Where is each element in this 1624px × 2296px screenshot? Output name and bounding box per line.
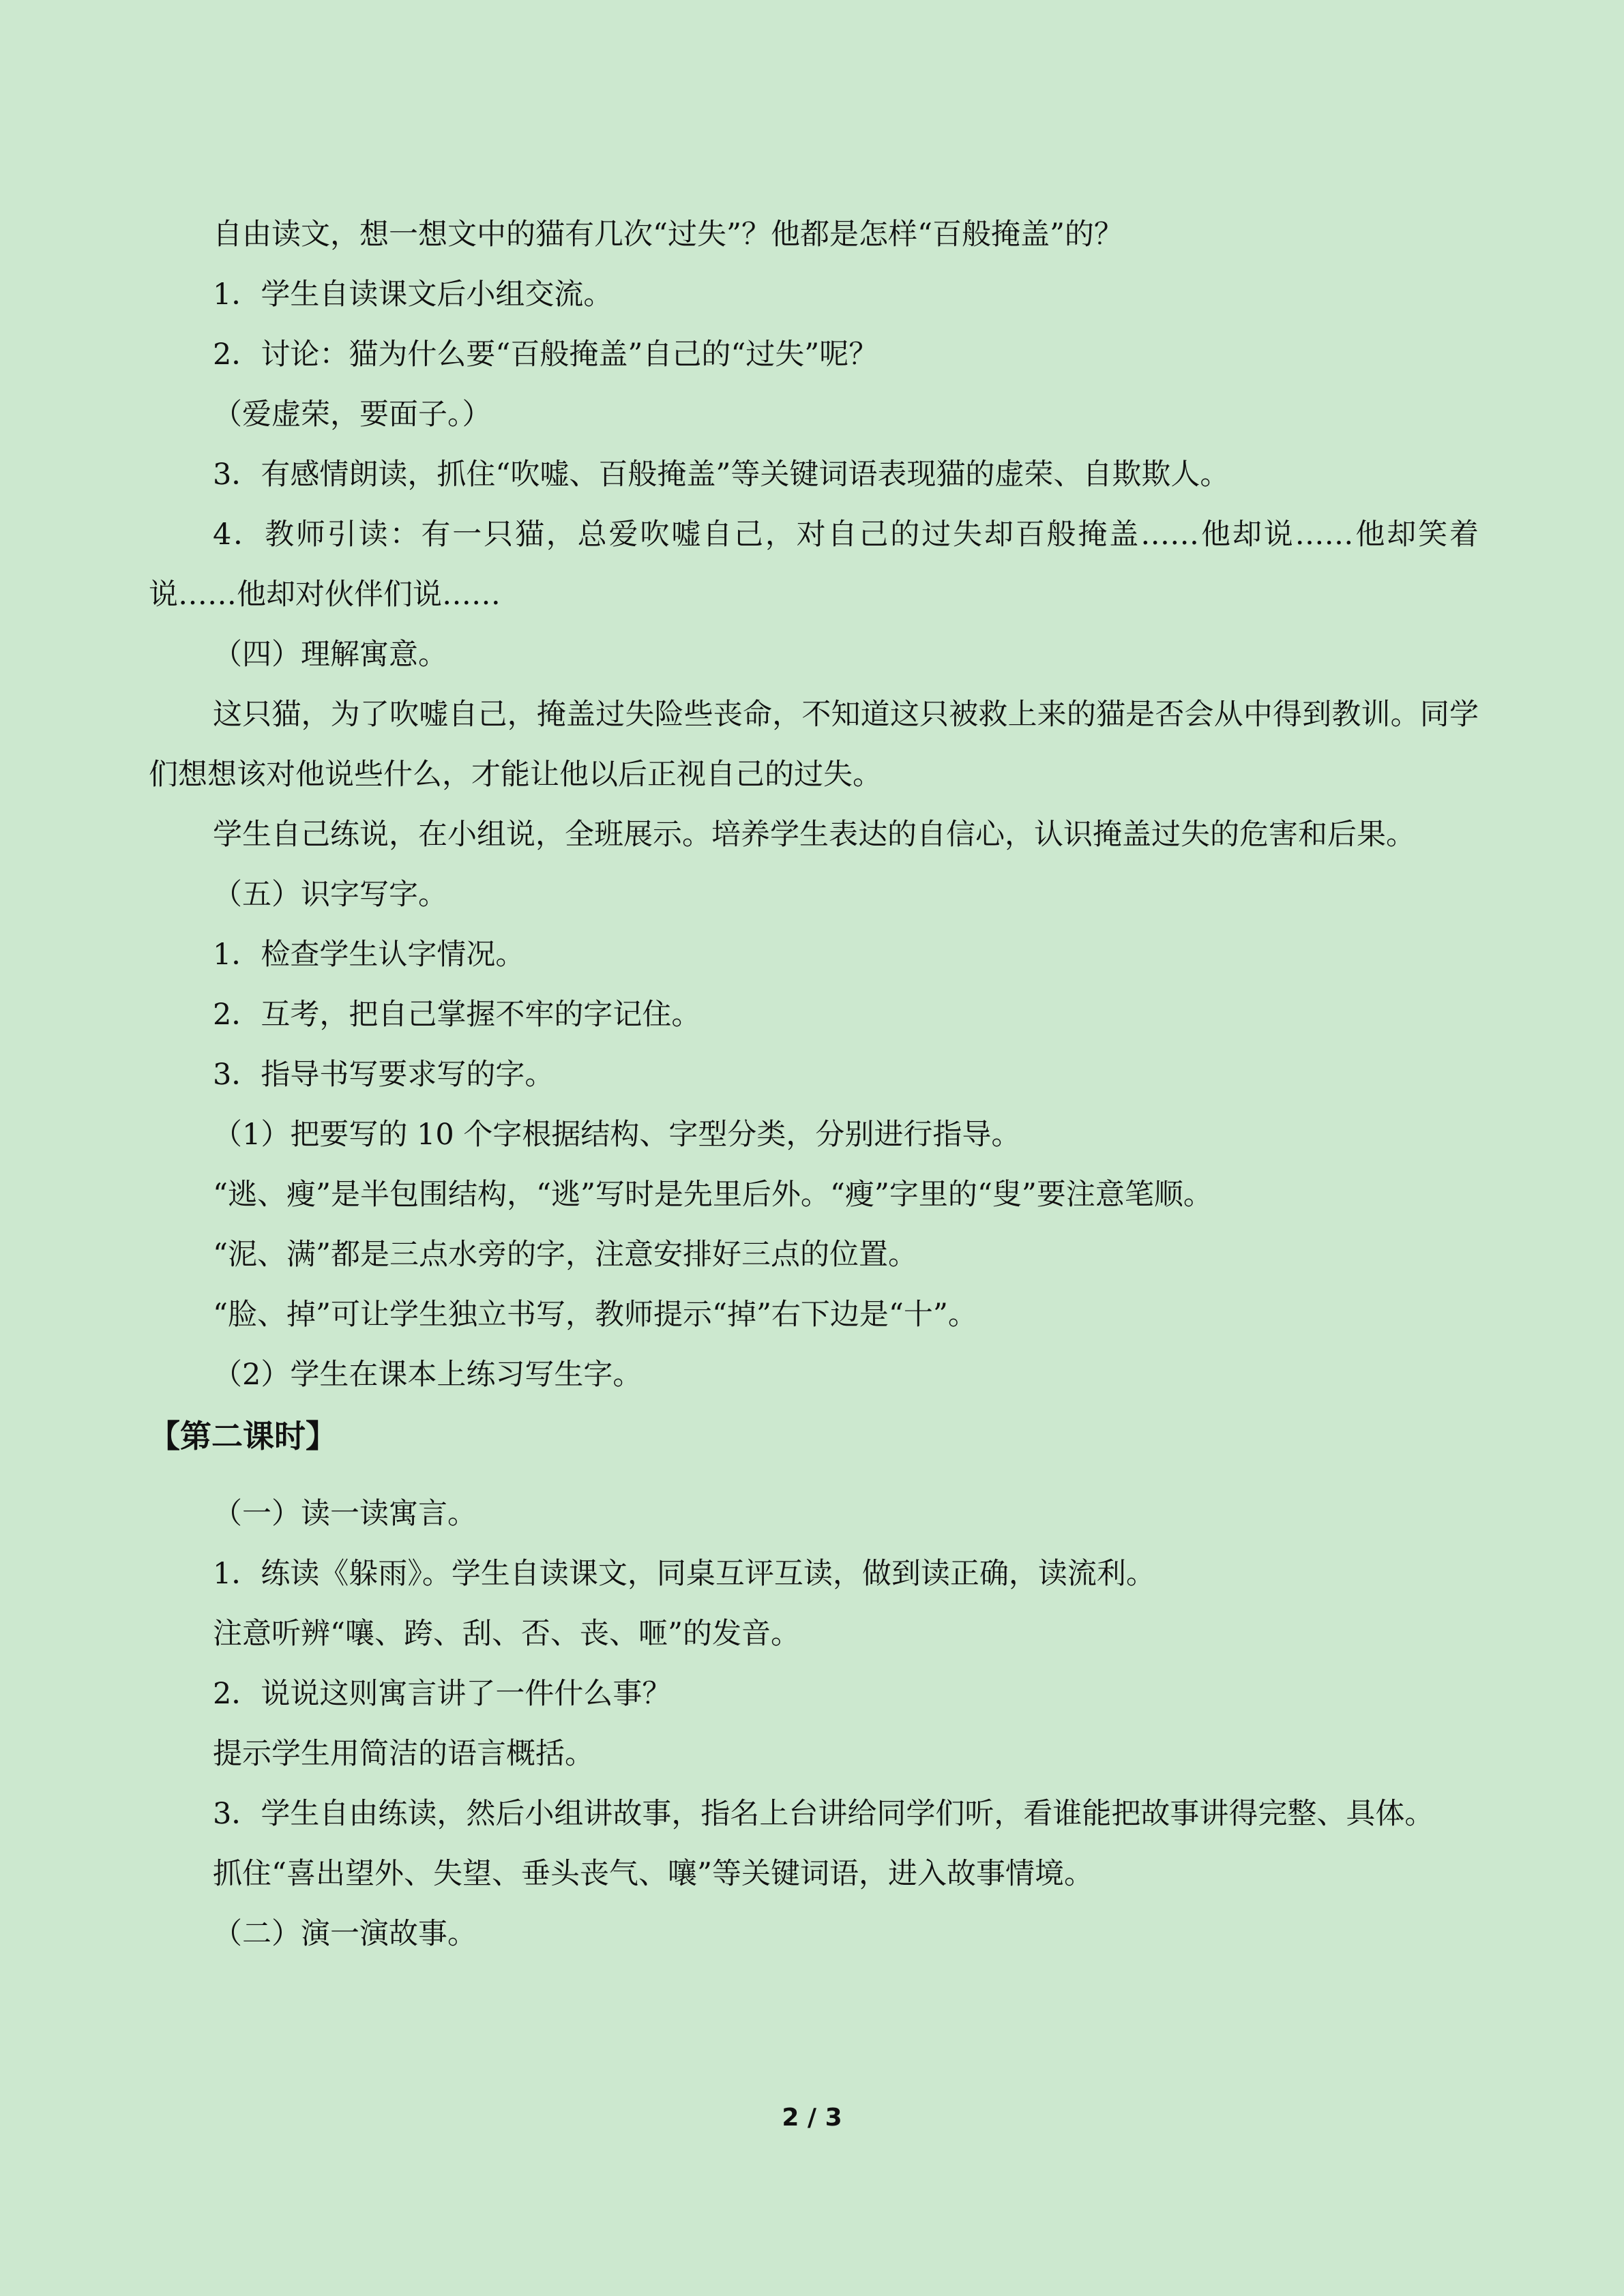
- paragraph: 2．说说这则寓言讲了一件什么事？: [213, 1677, 672, 1711]
- paragraph: 抓住“喜出望外、失望、垂头丧气、嚷”等关键词语，进入故事情境。: [213, 1857, 1093, 1891]
- paragraph-practice: 学生自己练说，在小组说，全班展示。培养学生表达的自信心，认识掩盖过失的危害和后果。: [213, 818, 1415, 852]
- paragraph-teacher-reading: 4．教师引读：有一只猫，总爱吹嘘自己，对自己的过失却百般掩盖……他却说……他却笑着说……他却对伙伴们说……: [149, 518, 1479, 612]
- section-title: （一）读一读寓言。: [213, 1497, 477, 1531]
- section-title: （二）演一演故事。: [213, 1917, 477, 1951]
- paragraph: 1．学生自读课文后小组交流。: [213, 278, 613, 312]
- paragraph-moral: 这只猫，为了吹嘘自己，掩盖过失险些丧命，不知道这只被救上来的猫是否会从中得到教训。同学们想想该对他说些什么，才能让他以后正视自己的过失。: [149, 698, 1479, 792]
- document-body: [149, 205, 1479, 1964]
- paragraph: （1）把要写的 10 个字根据结构、字型分类，分别进行指导。: [213, 1118, 1021, 1152]
- section-title: （四）理解寓意。: [213, 638, 447, 672]
- paragraph: （2）学生在课本上练习写生字。: [213, 1358, 643, 1392]
- paragraph: “逃、瘦”是半包围结构，“逃”写时是先里后外。“瘦”字里的“叟”要注意笔顺。: [213, 1178, 1213, 1212]
- paragraph: 1．练读《躲雨》。学生自读课文，同桌互评互读，做到读正确，读流利。: [213, 1557, 1155, 1591]
- paragraph: 自由读文，想一想文中的猫有几次“过失”？他都是怎样“百般掩盖”的？: [213, 218, 1123, 252]
- paragraph: 1．检查学生认字情况。: [213, 938, 525, 972]
- paragraph: 注意听辨“嚷、跨、刮、否、丧、咂”的发音。: [213, 1617, 800, 1651]
- paragraph: “泥、满”都是三点水旁的字，注意安排好三点的位置。: [213, 1238, 917, 1272]
- paragraph: （爱虚荣，要面子。）: [213, 398, 492, 432]
- page-number: 2 / 3: [782, 2104, 842, 2132]
- paragraph: 3．有感情朗读，抓住“吹嘘、百般掩盖”等关键词语表现猫的虚荣、自欺欺人。: [213, 458, 1230, 492]
- paragraph: 2．讨论：猫为什么要“百般掩盖”自己的“过失”呢？: [213, 338, 879, 372]
- paragraph-storytelling: 3．学生自由练读，然后小组讲故事，指名上台讲给同学们听，看谁能把故事讲得完整、具体。: [213, 1797, 1434, 1831]
- paragraph: 提示学生用简洁的语言概括。: [213, 1737, 594, 1771]
- section-title: （五）识字写字。: [213, 878, 447, 912]
- paragraph: “脸、掉”可让学生独立书写，教师提示“掉”右下边是“十”。: [213, 1298, 977, 1332]
- paragraph: 3．指导书写要求写的字。: [213, 1058, 555, 1092]
- paragraph: 2．互考，把自己掌握不牢的字记住。: [213, 998, 701, 1032]
- lesson-heading: 【第二课时】: [149, 1418, 337, 1455]
